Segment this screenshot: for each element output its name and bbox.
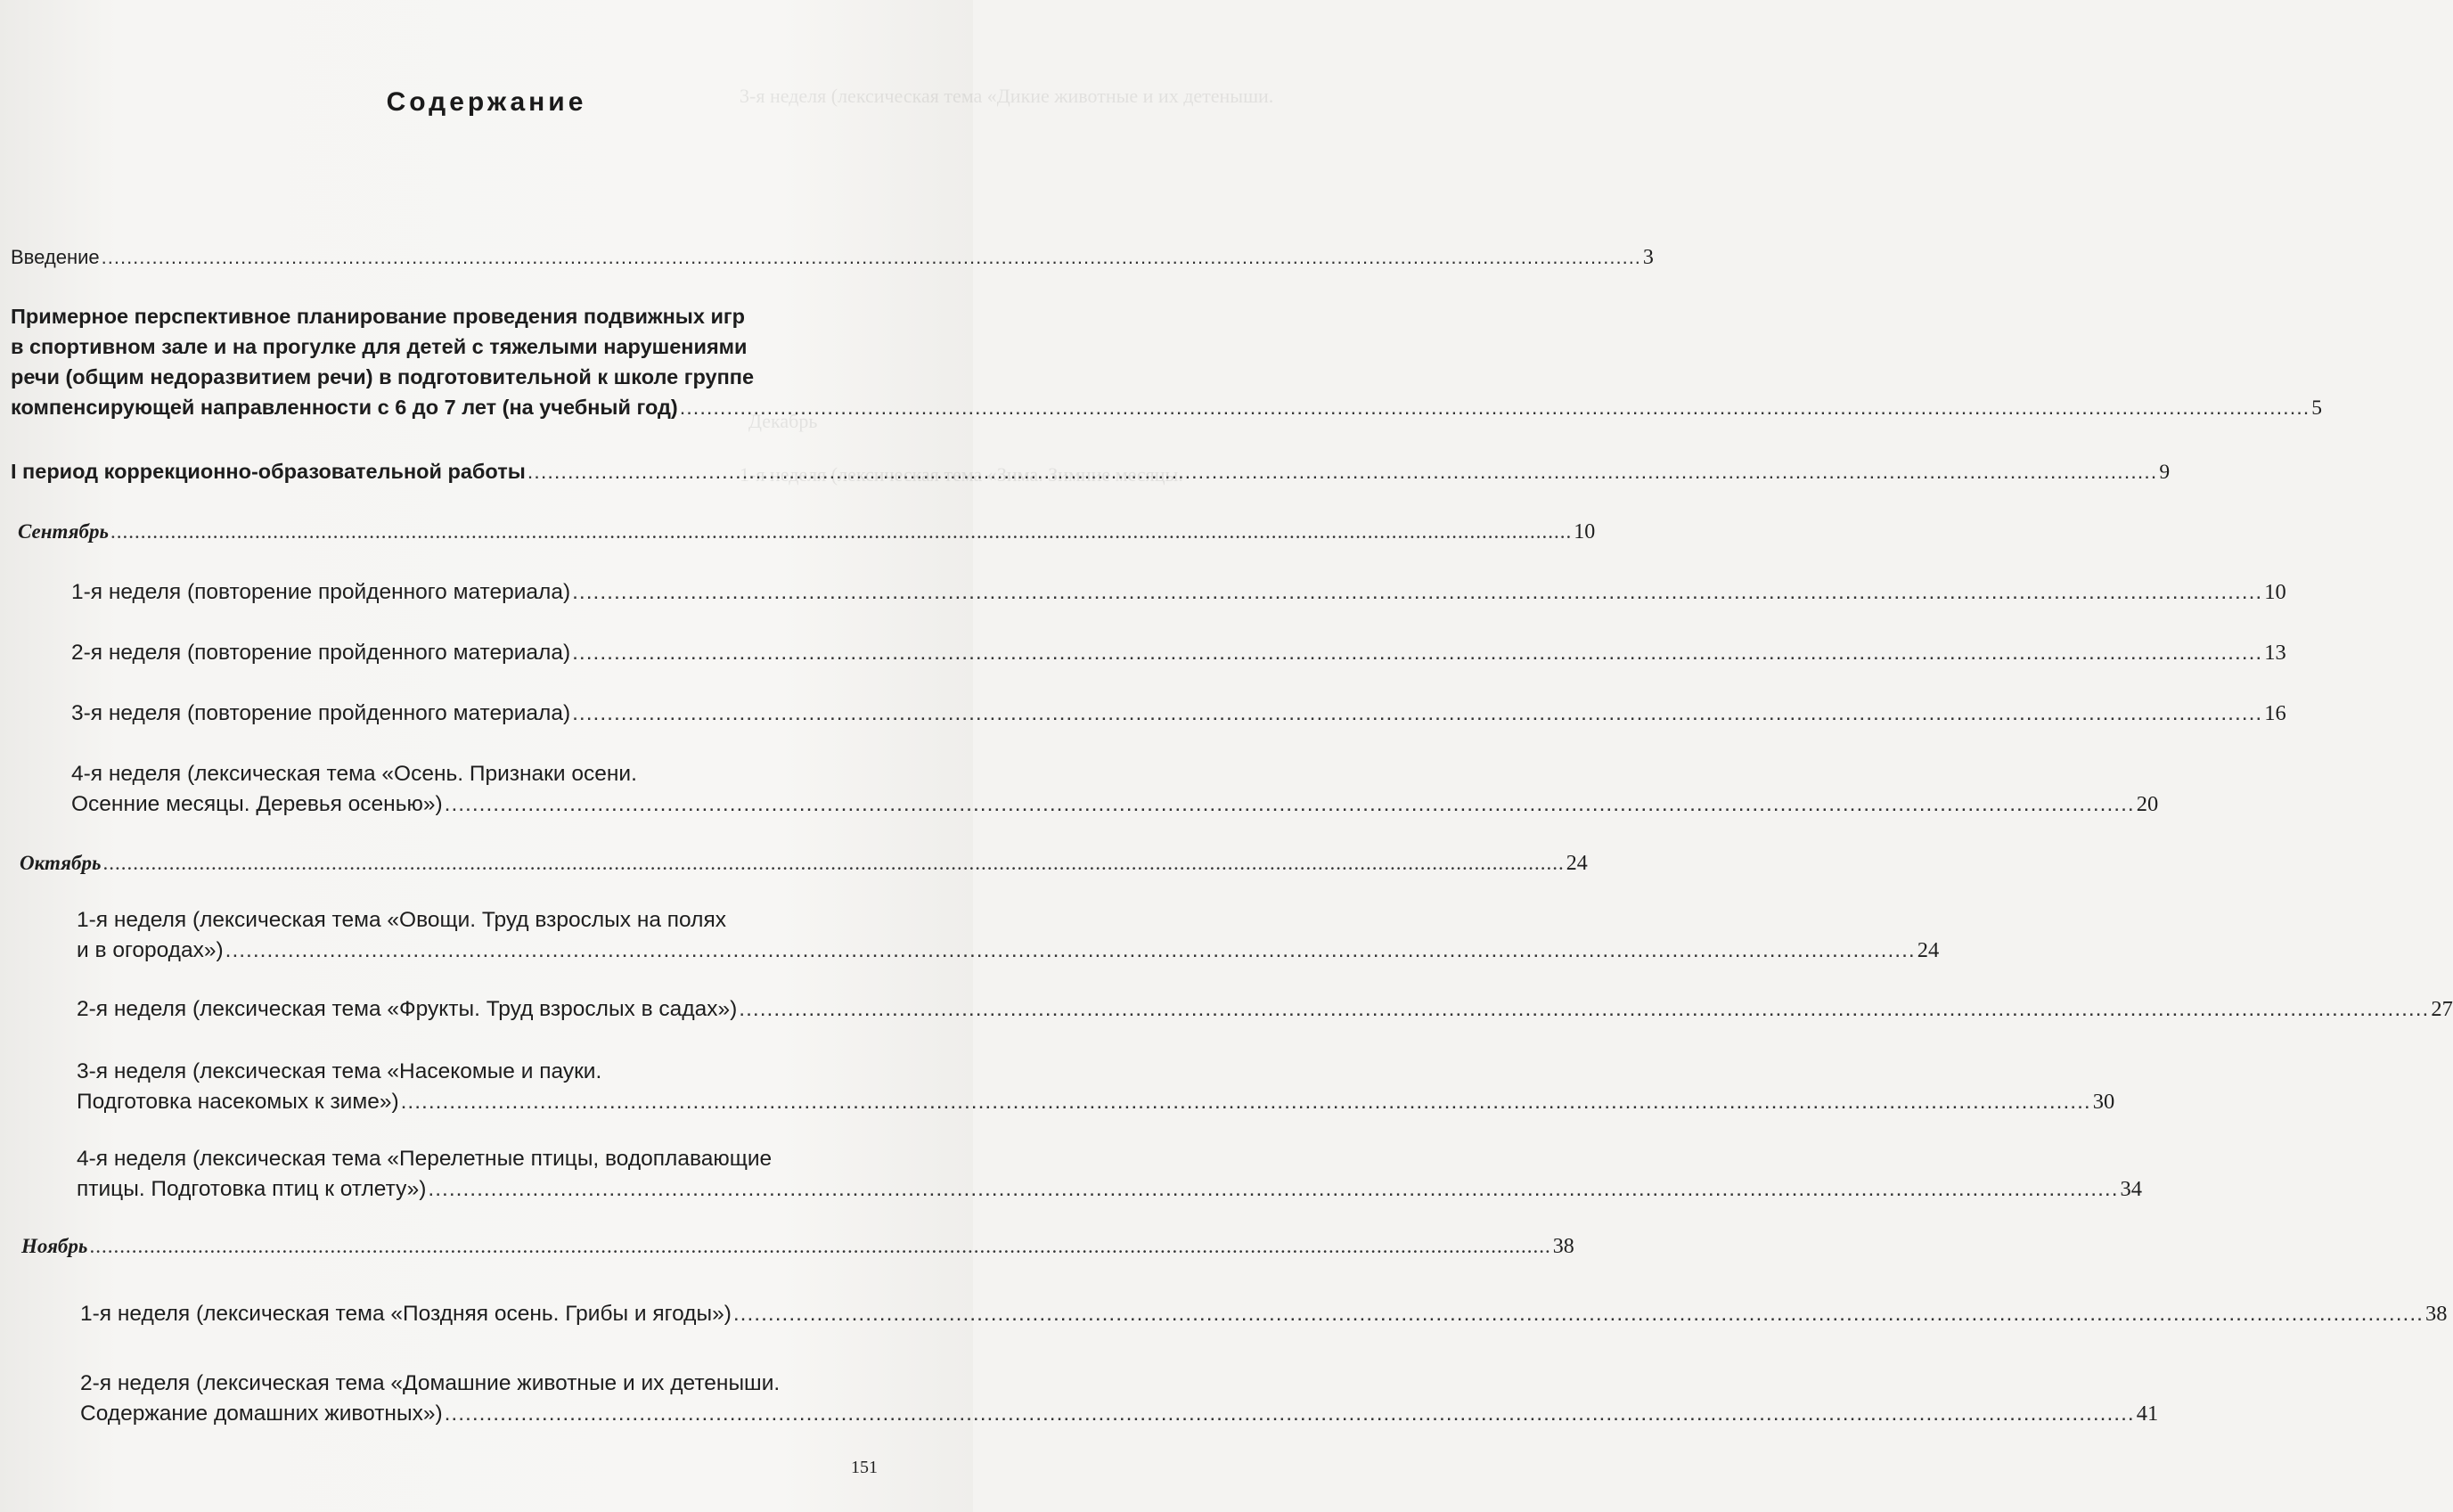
- toc-entry-title-line: 1-я неделя (лексическая тема «Овощи. Труд взрослых на полях: [77, 908, 726, 932]
- toc-entry-title-line: Содержание домашних животных»): [80, 1402, 443, 1426]
- toc-entry-title: I период коррекционно-образовательной работы: [11, 460, 526, 483]
- toc-entry-title: 1-я неделя (повторение пройденного материала): [71, 580, 571, 604]
- toc-entry-title-line: птицы. Подготовка птиц к отлету»): [77, 1177, 427, 1201]
- leader-dots: [572, 577, 2262, 608]
- leader-dots: [572, 638, 2262, 668]
- toc-entry-plan[interactable]: [11, 301, 2323, 423]
- toc-entry-title: 1-я неделя (лексическая тема «Поздняя осень. Грибы и ягоды»): [80, 1302, 732, 1326]
- toc-page-number: 9: [2159, 461, 2171, 484]
- toc-month-title: Сентябрь: [18, 520, 109, 543]
- toc-entry-title-line: Подготовка насекомых к зиме»): [77, 1090, 399, 1114]
- toc-page-number: 24: [1566, 852, 1588, 875]
- leader-dots: [102, 242, 1641, 273]
- toc-page-number: 38: [1552, 1235, 1574, 1258]
- toc-page-number: 5: [2311, 396, 2323, 420]
- toc-month-title: Октябрь: [20, 852, 102, 874]
- toc-entry-title-line: 4-я неделя (лексическая тема «Перелетные птицы, водоплавающие: [77, 1147, 773, 1171]
- toc-entry-title-line: в спортивном зале и на прогулке для детей с тяжелыми нарушениями: [11, 335, 748, 358]
- toc-page-number: 10: [2264, 580, 2286, 604]
- toc-entry-intro[interactable]: [11, 242, 1654, 273]
- leader-dots: [680, 392, 2310, 422]
- leader-dots: [401, 1087, 2091, 1117]
- toc-page-number: 13: [2264, 641, 2286, 665]
- toc-entry-title: 3-я неделя (повторение пройденного материала): [71, 701, 571, 725]
- show-through-text: 3-я неделя (лексическая тема «Дикие животные и их детеныши.: [740, 85, 1274, 107]
- toc-page-number: 38: [2424, 1302, 2448, 1326]
- toc-entry-week[interactable]: [77, 1144, 2142, 1205]
- toc-entry-title-line: и в огородах»): [77, 938, 224, 962]
- leader-dots: [733, 1299, 2424, 1329]
- toc-entry-title-line: речи (общим недоразвитием речи) в подготовительной к школе группе: [11, 365, 755, 388]
- leader-dots: [527, 456, 2158, 486]
- toc-entry-week[interactable]: [77, 905, 1940, 966]
- toc-page-number: 10: [1574, 520, 1596, 544]
- toc-entry-title-line: компенсирующей направленности с 6 до 7 лет (на учебный год): [11, 396, 678, 419]
- toc-page-number: 16: [2264, 701, 2286, 725]
- toc-entry-title-line: 2-я неделя (лексическая тема «Домашние животные и их детеныши.: [80, 1371, 781, 1395]
- toc-entry-title-line: 3-я неделя (лексическая тема «Насекомые и пауки.: [77, 1059, 602, 1083]
- show-through-text: 1-я неделя (лексическая тема «Зима. Зимние месяцы.: [740, 463, 1183, 486]
- toc-entry-week[interactable]: [71, 759, 2159, 820]
- leader-dots: [428, 1174, 2118, 1205]
- toc-entry-title: 2-я неделя (повторение пройденного материала): [71, 641, 571, 665]
- toc-page-number: 34: [2120, 1177, 2142, 1201]
- toc-page-number: 24: [1917, 938, 1940, 962]
- show-through-text: Декабрь: [748, 410, 818, 432]
- toc-entry-week[interactable]: [77, 1057, 2115, 1117]
- toc-entry-month-october[interactable]: [20, 848, 1588, 879]
- leader-dots: [572, 699, 2262, 729]
- leader-dots: [225, 936, 1916, 966]
- toc-entry-month-september[interactable]: [18, 517, 1596, 547]
- leader-dots: [110, 517, 1572, 547]
- toc-entry-title-line: Осенние месяцы. Деревья осенью»): [71, 792, 443, 816]
- page-title: Содержание: [386, 87, 587, 117]
- leader-dots: [445, 1399, 2135, 1429]
- toc-entry-title: Введение: [11, 246, 100, 268]
- toc-page-number: 41: [2136, 1402, 2159, 1426]
- toc-entry-title: 2-я неделя (лексическая тема «Фрукты. Труд взрослых в садах»): [77, 997, 738, 1021]
- toc-entry-title-line: Примерное перспективное планирование проведения подвижных игр: [11, 305, 746, 328]
- toc-page-number: 27: [2431, 997, 2453, 1021]
- leader-dots: [89, 1231, 1550, 1262]
- toc-entry-title-line: 4-я неделя (лексическая тема «Осень. Признаки осени.: [71, 762, 637, 786]
- toc-entry-week[interactable]: [80, 1299, 2448, 1329]
- toc-page-number: 3: [1642, 246, 1654, 269]
- toc-entry-week[interactable]: [71, 699, 2286, 729]
- toc-entry-week[interactable]: [71, 577, 2286, 608]
- toc-entry-week[interactable]: [80, 1369, 2159, 1429]
- leader-dots: [445, 789, 2135, 820]
- toc-entry-month-november[interactable]: [21, 1231, 1574, 1262]
- toc-entry-week[interactable]: [71, 638, 2286, 668]
- toc-page-number: 30: [2092, 1090, 2115, 1114]
- toc-month-title: Ноябрь: [21, 1235, 88, 1257]
- leader-dots: [739, 994, 2429, 1025]
- toc-entry-week[interactable]: [77, 994, 2453, 1025]
- toc-page-number: 20: [2136, 792, 2159, 816]
- page-number: 151: [851, 1458, 878, 1477]
- leader-dots: [102, 848, 1564, 879]
